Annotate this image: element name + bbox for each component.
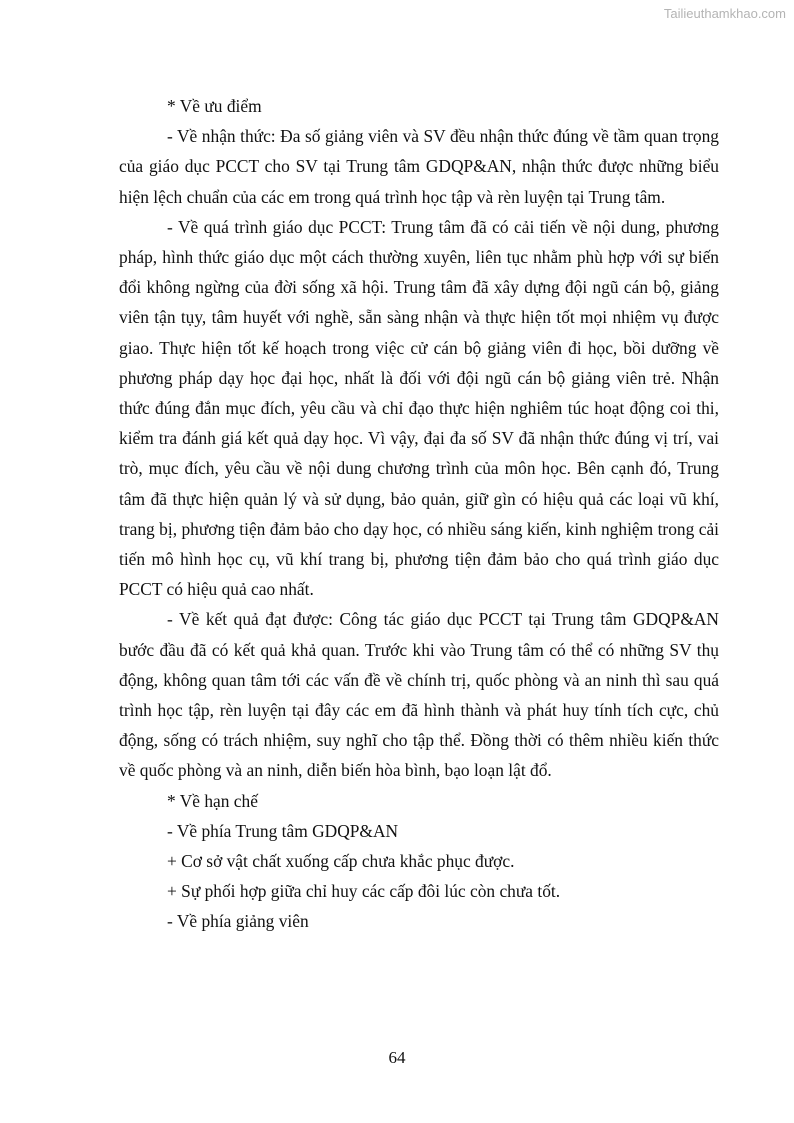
paragraph-results: - Về kết quả đạt được: Công tác giáo dục PCCT tại Trung tâm GDQP&AN bước đầu đã có kết quả khả quan. Trước khi vào Trung tâm có thể có những SV thụ động, không quan tâm tới các vấn đề về chính trị, quốc phòng và an ninh thì sau quá trình học tập, rèn luyện tại đây các em đã hình thành và phát huy tính tích cực, chủ động, sống có trách nhiệm, suy nghĩ cho tập thể. Đồng thời có thêm nhiều kiến thức về quốc phòng và an ninh, diễn biến hòa bình, bạo loạn lật đổ. [119,609,719,781]
item-coordination: + Sự phối hợp giữa chỉ huy các cấp đôi lúc còn chưa tốt. [167,881,561,902]
paragraph-education-process: - Về quá trình giáo dục PCCT: Trung tâm đã có cải tiến về nội dung, phương pháp, hình thức giáo dục một cách thường xuyên, liên tục nhằm phù hợp với sự biến đổi không ngừng của đời sống xã hội. Trung tâm đã xây dựng đội ngũ cán bộ, giảng viên tận tụy, tâm huyết với nghề, sẵn sàng nhận và thực hiện tốt mọi nhiệm vụ được giao. Thực hiện tốt kế hoạch trong việc cử cán bộ giảng viên đi học, bồi dưỡng về phương pháp dạy học đại học, nhất là đối với đội ngũ cán bộ giảng viên trẻ. Nhận thức đúng đắn mục đích, yêu cầu và chỉ đạo thực hiện nghiêm túc hoạt động coi thi, kiểm tra đánh giá kết quả dạy học. Vì vậy, đại đa số SV đã nhận thức đúng vị trí, vai trò, mục đích, yêu cầu về nội dung chương trình của môn học. Bên cạnh đó, Trung tâm đã thực hiện quản lý và sử dụng, bảo quản, giữ gìn có hiệu quả các loại vũ khí, trang bị, phương tiện đảm bảo cho dạy học, có nhiều sáng kiến, kinh nghiệm trong cải tiến mô hình học cụ, vũ khí trang bị, phương tiện đảm bảo cho quá trình giáo dục PCCT có hiệu quả cao nhất. [119,216,719,600]
page-number: 64 [388,1048,406,1067]
watermark: Tailieuthamkhao.com [663,6,786,21]
item-center-side: - Về phía Trung tâm GDQP&AN [167,820,399,841]
item-facilities: + Cơ sở vật chất xuống cấp chưa khắc phục được. [167,851,515,872]
paragraph-awareness: - Về nhận thức: Đa số giảng viên và SV đều nhận thức đúng về tầm quan trọng của giáo dục PCCT cho SV tại Trung tâm GDQP&AN, nhận thức được những biểu hiện lệch chuẩn của các em trong quá trình học tập và rèn luyện tại Trung tâm. [119,126,719,207]
item-lecturer-side: - Về phía giảng viên [167,911,309,932]
heading-advantages: * Về ưu điểm [167,96,262,116]
heading-limitations: * Về hạn chế [167,790,258,811]
page-body [119,91,719,937]
